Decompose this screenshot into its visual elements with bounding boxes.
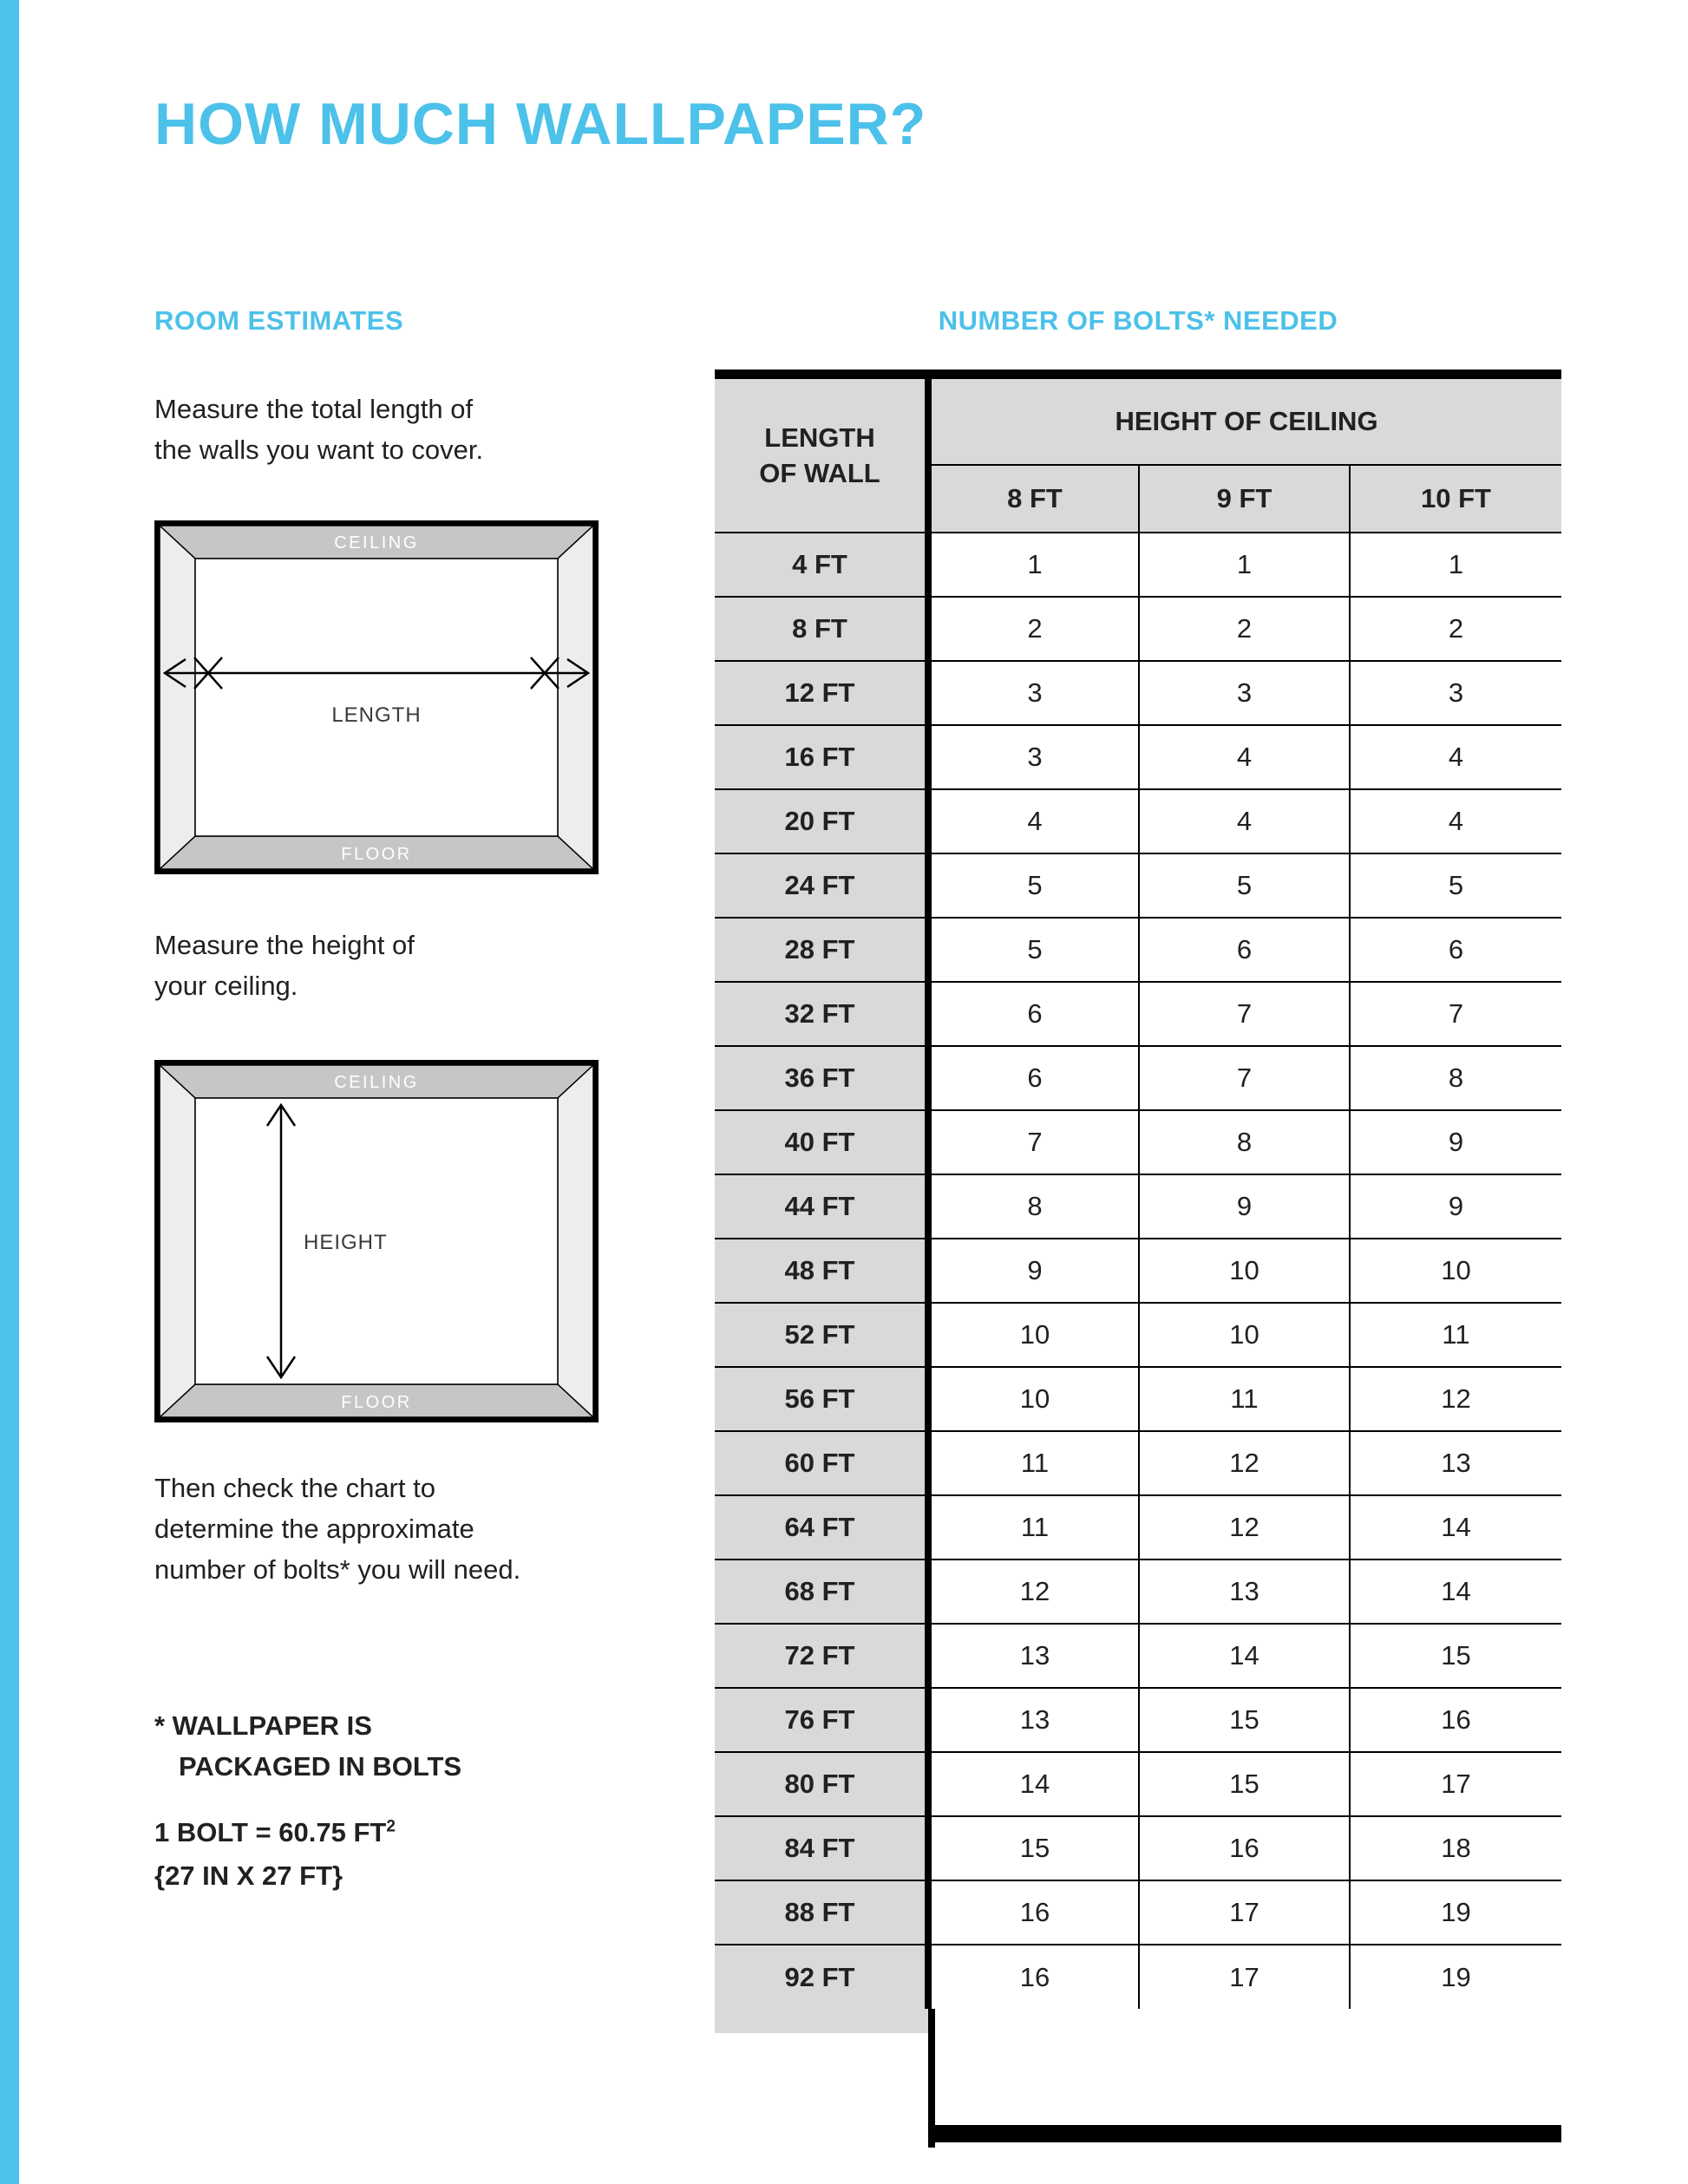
bolt-count-cell: 15: [1139, 1688, 1350, 1752]
table-row: [715, 1624, 1561, 1688]
height-label: HEIGHT: [304, 1231, 388, 1254]
bolt-count-cell: 8: [1027, 1191, 1043, 1221]
bolt-count-cell: 10: [1019, 1383, 1050, 1414]
table-row: [715, 1367, 1561, 1431]
bolt-count-cell: 8: [1139, 1110, 1350, 1174]
bolt-count-cell: 19: [1350, 1880, 1561, 1945]
bolt-count-cell: 7: [1139, 982, 1350, 1046]
wall-length-cell: 16 FT: [715, 725, 928, 789]
bolt-count-cell: 12: [1019, 1576, 1050, 1606]
instruction-line: determine the approximate: [154, 1514, 474, 1544]
wall-length-cell: 32 FT: [715, 982, 928, 1046]
bolt-count-cell: 13: [1019, 1704, 1050, 1735]
wall-length-cell: 4 FT: [715, 533, 928, 597]
wall-length-cell: 36 FT: [715, 1046, 928, 1110]
bolt-count-cell: 16: [1139, 1816, 1350, 1880]
back-wall: [195, 559, 558, 836]
wall-length-cell: 80 FT: [715, 1752, 928, 1816]
instruction-measure-length: [154, 389, 483, 470]
wall-length-cell: 28 FT: [715, 918, 928, 982]
right-wall: [558, 1065, 593, 1417]
bolt-count-cell: 9: [1350, 1174, 1561, 1239]
footnote-line: * WALLPAPER IS: [154, 1710, 372, 1741]
bolt-count-cell: 3: [1139, 661, 1350, 725]
length-of-wall-header: [715, 379, 928, 533]
instruction-line: number of bolts* you will need.: [154, 1554, 521, 1585]
wall-length-cell: 60 FT: [715, 1431, 928, 1495]
bolt-count-cell: 7: [1350, 982, 1561, 1046]
bolt-count-cell: 11: [1139, 1367, 1350, 1431]
bolt-count-cell: 13: [1350, 1431, 1561, 1495]
table-row: [715, 1752, 1561, 1816]
floor-label: FLOOR: [341, 1393, 412, 1412]
bolt-count-cell: 10: [1350, 1239, 1561, 1303]
bolt-count-cell: 5: [1139, 853, 1350, 918]
bolt-count-cell: 19: [1350, 1945, 1561, 2009]
left-wall: [160, 526, 195, 869]
bolt-count-cell: 14: [1350, 1495, 1561, 1560]
bolt-count-cell: 13: [1019, 1640, 1050, 1671]
bolts-table: [715, 369, 1561, 2033]
bolt-count-cell: 12: [1350, 1367, 1561, 1431]
wall-length-cell: 24 FT: [715, 853, 928, 918]
bolt-count-cell: 4: [1350, 725, 1561, 789]
bolt-count-cell: 17: [1139, 1945, 1350, 2009]
table-continuation: [715, 2009, 1561, 2033]
bolt-count-cell: 5: [1027, 934, 1043, 964]
bolt-count-cell: 11: [1020, 1448, 1050, 1478]
bolt-count-cell: 11: [1350, 1303, 1561, 1367]
wall-length-cell: 88 FT: [715, 1880, 928, 1945]
ceiling-label: CEILING: [334, 1073, 419, 1092]
wall-length-cell: 40 FT: [715, 1110, 928, 1174]
bolts-needed-heading: NUMBER OF BOLTS* NEEDED: [938, 305, 1338, 336]
header-line: LENGTH: [764, 422, 875, 453]
wall-length-cell: 76 FT: [715, 1688, 928, 1752]
bolt-count-cell: 4: [1027, 806, 1043, 836]
instruction-line: your ceiling.: [154, 971, 298, 1001]
table-row: [715, 1880, 1561, 1945]
table-row: [715, 1816, 1561, 1880]
footnote-line: PACKAGED IN BOLTS: [179, 1751, 462, 1782]
col-header-8ft: 8 FT: [928, 465, 1139, 533]
table-row: [715, 1495, 1561, 1560]
left-wall: [160, 1065, 195, 1417]
bolt-count-cell: 8: [1350, 1046, 1561, 1110]
bolt-count-cell: 15: [1139, 1752, 1350, 1816]
bolt-dimensions: {27 IN X 27 FT}: [154, 1860, 343, 1891]
bolt-count-cell: 16: [1350, 1688, 1561, 1752]
table-bottom-bar: [928, 2125, 1561, 2142]
table-row: [715, 661, 1561, 725]
bolt-count-cell: 17: [1350, 1752, 1561, 1816]
table-row: [715, 1303, 1561, 1367]
bolt-count-cell: 10: [1139, 1239, 1350, 1303]
height-of-ceiling-header: HEIGHT OF CEILING: [928, 379, 1561, 465]
bolt-count-cell: 2: [1027, 613, 1043, 644]
instruction-line: the walls you want to cover.: [154, 435, 484, 465]
instruction-line: Then check the chart to: [154, 1473, 435, 1503]
table-row: [715, 982, 1561, 1046]
bolt-count-cell: 15: [1019, 1833, 1050, 1863]
right-wall: [558, 526, 593, 869]
table-row: [715, 789, 1561, 853]
table-row: [715, 918, 1561, 982]
wall-length-cell: 72 FT: [715, 1624, 928, 1688]
accent-bar: [0, 0, 19, 2184]
bolt-count-cell: 10: [1019, 1319, 1050, 1350]
wall-length-cell: 84 FT: [715, 1816, 928, 1880]
bolt-count-cell: 10: [1139, 1303, 1350, 1367]
ceiling-label: CEILING: [334, 533, 419, 553]
bolt-count-cell: 9: [1139, 1174, 1350, 1239]
bolt-count-cell: 9: [1350, 1110, 1561, 1174]
bolt-count-cell: 6: [1139, 918, 1350, 982]
bolt-count-cell: 16: [1019, 1961, 1050, 1992]
wall-length-cell: 12 FT: [715, 661, 928, 725]
wall-length-cell: 64 FT: [715, 1495, 928, 1560]
bolt-count-cell: 14: [1019, 1769, 1050, 1799]
bolts-footnote: [154, 1705, 461, 1787]
table-row: [715, 597, 1561, 661]
room-height-diagram: [154, 1060, 599, 1422]
col-header-9ft: 9 FT: [1139, 465, 1350, 533]
table-row: [715, 1945, 1561, 2009]
bolt-count-cell: 17: [1139, 1880, 1350, 1945]
bolt-count-cell: 11: [1020, 1512, 1050, 1542]
bolt-equation-main: 1 BOLT = 60.75 FT: [154, 1817, 387, 1847]
table-row: [715, 725, 1561, 789]
bolt-count-cell: 14: [1350, 1560, 1561, 1624]
bolt-count-cell: 14: [1139, 1624, 1350, 1688]
bolt-count-cell: 4: [1139, 725, 1350, 789]
bolt-count-cell: 5: [1027, 870, 1043, 900]
bolt-count-cell: 9: [1027, 1255, 1043, 1285]
table-row: [715, 1110, 1561, 1174]
bolt-count-cell: 2: [1350, 597, 1561, 661]
floor-label: FLOOR: [341, 845, 412, 864]
page-title: HOW MUCH WALLPAPER?: [154, 91, 927, 157]
instruction-check-chart: [154, 1468, 520, 1590]
bolt-count-cell: 12: [1139, 1495, 1350, 1560]
instruction-measure-height: [154, 925, 415, 1006]
wall-length-cell: 20 FT: [715, 789, 928, 853]
bolt-count-cell: 1: [1027, 549, 1043, 579]
room-estimates-heading: ROOM ESTIMATES: [154, 305, 404, 336]
table-row: [715, 1688, 1561, 1752]
table-row: [715, 1431, 1561, 1495]
bolt-count-cell: 18: [1350, 1816, 1561, 1880]
table-header-row: [715, 379, 1561, 465]
table-row: [715, 1560, 1561, 1624]
bolt-count-cell: 4: [1139, 789, 1350, 853]
room-length-diagram: [154, 520, 599, 874]
bolt-count-cell: 12: [1139, 1431, 1350, 1495]
bolt-count-cell: 6: [1027, 1063, 1043, 1093]
bolt-count-cell: 5: [1350, 853, 1561, 918]
table-row: [715, 1046, 1561, 1110]
wall-length-cell: 56 FT: [715, 1367, 928, 1431]
table-row: [715, 853, 1561, 918]
wall-length-cell: 44 FT: [715, 1174, 928, 1239]
bolt-count-cell: 3: [1350, 661, 1561, 725]
bolt-count-cell: 7: [1027, 1127, 1043, 1157]
col-header-10ft: 10 FT: [1350, 465, 1561, 533]
bolt-count-cell: 6: [1350, 918, 1561, 982]
bolt-count-cell: 16: [1019, 1897, 1050, 1927]
bolt-count-cell: 7: [1139, 1046, 1350, 1110]
bolt-count-cell: 4: [1350, 789, 1561, 853]
table-row: [715, 1174, 1561, 1239]
bolts-table-grid: [715, 379, 1561, 2009]
bolt-equation: [154, 1811, 396, 1898]
wall-length-cell: 48 FT: [715, 1239, 928, 1303]
table-continuation-gray-cell: [715, 2009, 928, 2033]
wall-length-cell: 8 FT: [715, 597, 928, 661]
table-row: [715, 533, 1561, 597]
bolt-count-cell: 3: [1027, 742, 1043, 772]
bolt-count-cell: 3: [1027, 677, 1043, 708]
bolt-equation-exponent: 2: [386, 1817, 396, 1836]
instruction-line: Measure the height of: [154, 930, 415, 960]
wall-length-cell: 92 FT: [715, 1945, 928, 2009]
bolt-count-cell: 6: [1027, 998, 1043, 1029]
wall-length-cell: 68 FT: [715, 1560, 928, 1624]
instruction-line: Measure the total length of: [154, 394, 474, 424]
header-line: OF WALL: [759, 458, 880, 488]
table-row: [715, 1239, 1561, 1303]
bolt-count-cell: 15: [1350, 1624, 1561, 1688]
bolt-count-cell: 13: [1139, 1560, 1350, 1624]
wall-length-cell: 52 FT: [715, 1303, 928, 1367]
length-label: LENGTH: [331, 703, 422, 727]
bolt-count-cell: 1: [1350, 533, 1561, 597]
bolt-count-cell: 1: [1139, 533, 1350, 597]
bolts-table-body: [715, 533, 1561, 2009]
bolt-count-cell: 2: [1139, 597, 1350, 661]
